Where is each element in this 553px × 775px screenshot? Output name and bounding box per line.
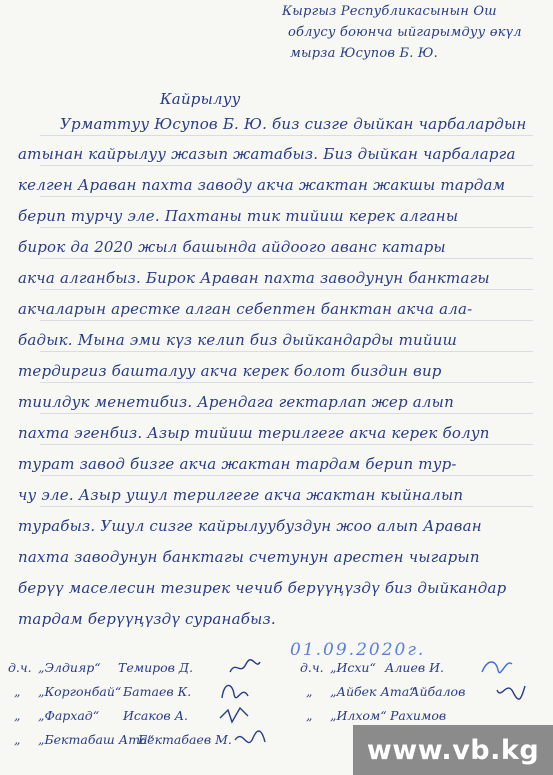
body-line: бадык. Мына эми күз келип биз дыйкандарды тийиш (18, 331, 457, 349)
signature-farm: „Илхом“ (330, 708, 387, 723)
addressee-line-1: Кыргыз Республикасынын Ош (282, 4, 497, 19)
signature-prefix: „ (306, 684, 313, 699)
signature-farm: „Фархад“ (38, 708, 100, 723)
letter-date: 01.09.2020г. (290, 640, 426, 660)
body-line: турат завод бизге акча жактан тардам берип тур- (18, 455, 457, 473)
signature-farm: „Айбек Ата“ (330, 684, 416, 699)
body-line: тиилдук менетибиз. Арендага гектарлап жер алып (18, 393, 454, 411)
signature-prefix: „ (14, 732, 21, 747)
signature-name: Рахимов (390, 708, 447, 723)
body-line: пахта эгенбиз. Азыр тийиш терилгеге акча керек болуп (18, 424, 490, 442)
body-line: пахта заводунун банктагы счетунун арестен чыгарып (18, 548, 480, 566)
handwritten-signature-icon (233, 728, 267, 750)
signature-prefix: „ (306, 708, 313, 723)
handwritten-signature-icon (218, 680, 252, 702)
signature-name: Айбалов (410, 684, 466, 699)
signature-farm: „Бектабаш Ата“ (38, 732, 154, 747)
body-line: Урматтуу Юсупов Б. Ю. биз сизге дыйкан чарбалардын (60, 115, 527, 133)
handwritten-signature-icon (218, 704, 252, 726)
body-line: келген Араван пахта заводу акча жактан жакшы тардам (18, 176, 506, 194)
signature-farm: „Исхи“ (330, 660, 376, 675)
signature-name: Батаев К. (123, 684, 192, 699)
handwritten-signature-icon (495, 680, 529, 702)
body-line: тердиргиз башталуу акча керек болот биздин вир (18, 362, 442, 380)
addressee-line-3: мырза Юсупов Б. Ю. (290, 46, 438, 61)
body-line: бирок да 2020 жыл башында айдоого аванс катары (18, 238, 446, 256)
body-line: берүү маселесин тезирек чечиб берүүңүздү биз дыйкандар (18, 579, 507, 597)
signature-farm: „Элдияр“ (38, 660, 101, 675)
letter-title: Кайрылуу (160, 90, 241, 108)
body-line: чу эле. Азыр ушул терилгеге акча жактан кыйналып (18, 486, 464, 504)
addressee-line-2: облусу боюнча ыйгарымдуу өкүл (288, 25, 522, 40)
signature-prefix: „ (14, 708, 21, 723)
body-line: тардам берүүңүздү суранабыз. (18, 610, 276, 628)
signature-name: Темиров Д. (118, 660, 194, 675)
body-line: атынан кайрылуу жазып жатабыз. Биз дыйкан чарбаларга (18, 145, 516, 163)
handwritten-signature-icon (480, 656, 514, 678)
signature-name: Исаков А. (123, 708, 189, 723)
signature-name: Алиев И. (385, 660, 444, 675)
vb-kg-watermark: www.vb.kg (353, 725, 553, 775)
signature-prefix: „ (14, 684, 21, 699)
signature-farm: „Коргонбай“ (38, 684, 122, 699)
body-line: турабыз. Ушул сизге кайрылуубуздун жоо алып Араван (18, 517, 482, 535)
signature-name: Бектабаев М. (138, 732, 232, 747)
signature-prefix: д.ч. (8, 660, 32, 675)
body-line: акчаларын арестке алган себептен банктан акча ала- (18, 300, 473, 318)
handwritten-signature-icon (228, 656, 262, 678)
body-line: акча алганбыз. Бирок Араван пахта заводунун банктагы (18, 269, 490, 287)
signature-prefix: д.ч. (300, 660, 324, 675)
body-line: берип турчу эле. Пахтаны тик тийиш керек алганы (18, 207, 459, 225)
